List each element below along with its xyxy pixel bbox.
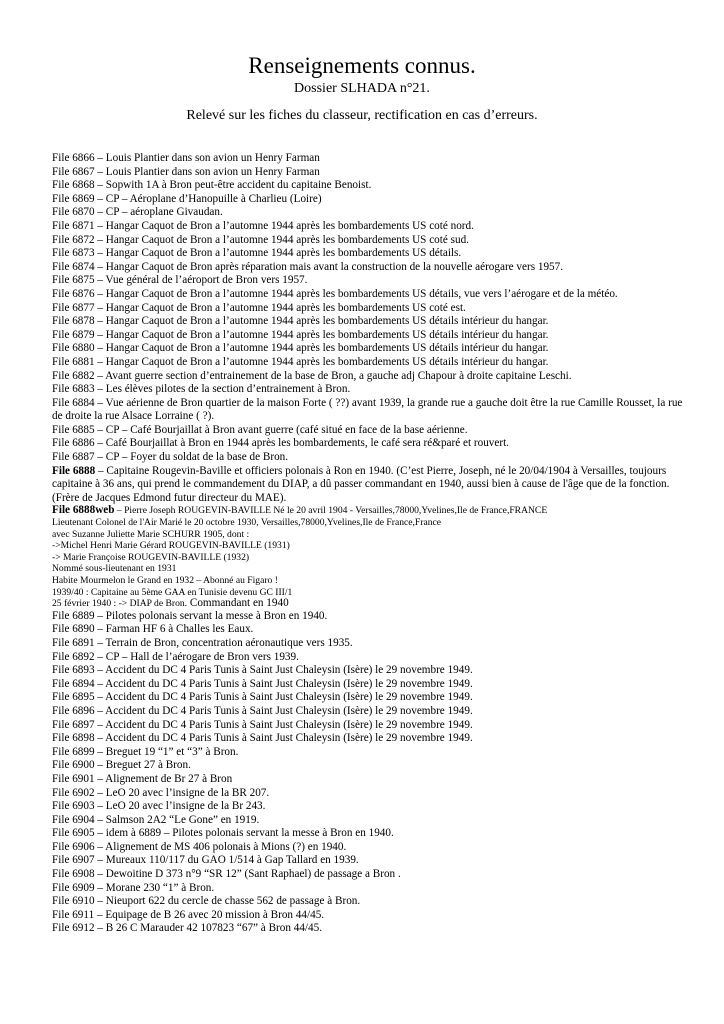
page-title: Renseignements connus. bbox=[248, 53, 476, 78]
file-entry: File 6897 – Accident du DC 4 Paris Tunis à Saint Just Chaleysin (Isère) le 29 novembre 1949. bbox=[52, 718, 473, 731]
file-entry: File 6884 – Vue aérienne de Bron quartier de la maison Forte ( ??) avant 1939, la grande rue a gauche doit être la rue Camille Rousset, la rue de droite la rue Alsace Lorraine ( ?). bbox=[52, 396, 683, 423]
entry-6888web-lines bbox=[52, 517, 692, 598]
entry-6888web-line: Habite Mourmelon le Grand en 1932 – Abonné au Figaro ! bbox=[52, 575, 278, 586]
file-entry: File 6910 – Nieuport 622 du cercle de chasse 562 de passage à Bron. bbox=[52, 895, 361, 908]
file-entry-6888 bbox=[52, 465, 692, 506]
entry-6888web-line: -> Marie Françoise ROUGEVIN-BAVILLE (1932) bbox=[52, 551, 250, 563]
file-entry: File 6869 – CP – Aéroplane d’Hanopuille à Charlieu (Loire) bbox=[52, 192, 322, 205]
file-entry: File 6872 – Hangar Caquot de Bron a l’automne 1944 après les bombardements US coté sud. bbox=[52, 233, 469, 246]
file-entry: File 6896 – Accident du DC 4 Paris Tunis à Saint Just Chaleysin (Isère) le 29 novembre 1949. bbox=[52, 704, 473, 717]
file-entry: File 6908 – Dewoitine D 373 n°9 “SR 12” (Sant Raphael) de passage a Bron . bbox=[52, 868, 401, 881]
entry-6888web-line: avec Suzanne Juliette Marie SCHURR 1905, dont : bbox=[52, 528, 250, 540]
entry-6888web-line: 1939/40 : Capitaine au 5ème GAA en Tunisie devenu GC III/1 bbox=[52, 586, 293, 598]
file-entry: File 6892 – CP – Hall de l’aérogare de Bron vers 1939. bbox=[52, 650, 299, 663]
file-entry: File 6874 – Hangar Caquot de Bron après réparation mais avant la construction de la nouvelle aérogare vers 1957. bbox=[52, 260, 564, 273]
file-entry: File 6891 – Terrain de Bron, concentration aéronautique vers 1935. bbox=[52, 636, 353, 649]
file-entry: File 6894 – Accident du DC 4 Paris Tunis à Saint Just Chaleysin (Isère) le 29 novembre 1949. bbox=[52, 677, 473, 690]
page-subtitle: Dossier SLHADA n°21. bbox=[294, 81, 430, 96]
entry-6888web-line: Lieutenant Colonel de l'Air Marié le 20 octobre 1930, Versailles,78000,Yvelines,Ile de France,France bbox=[52, 517, 442, 529]
file-entry: File 6903 – LeO 20 avec l’insigne de la Br 243. bbox=[52, 800, 266, 813]
file-entry: File 6898 – Accident du DC 4 Paris Tunis à Saint Just Chaleysin (Isère) le 29 novembre 1949. bbox=[52, 732, 473, 745]
entry-6888web-last-tail: Commandant en 1940 bbox=[187, 597, 289, 610]
file-entry: File 6905 – idem à 6889 – Pilotes polonais servant la messe à Bron en 1940. bbox=[52, 827, 394, 840]
file-entry: File 6901 – Alignement de Br 27 à Bron bbox=[52, 772, 233, 785]
file-entry: File 6909 – Morane 230 “1” à Bron. bbox=[52, 881, 215, 894]
entry-6888web-first-line bbox=[52, 505, 692, 517]
file-entry-6888web bbox=[52, 505, 692, 609]
entry-6888web-line: Nommé sous-lieutenant en 1931 bbox=[52, 563, 177, 575]
file-entry: File 6866 – Louis Plantier dans son avion un Henry Farman bbox=[52, 152, 320, 164]
entry-6888web-first-text: – Pierre Joseph ROUGEVIN-BAVILLE Né le 20 avril 1904 - Versailles,78000,Yvelines,Ile de France,FRANCE bbox=[114, 505, 548, 517]
file-entry: File 6868 – Sopwith 1A à Bron peut-être accident du capitaine Benoist. bbox=[52, 179, 372, 192]
file-entry: File 6906 – Alignement de MS 406 polonais à Mions (?) en 1940. bbox=[52, 840, 347, 853]
file-entry: File 6875 – Vue général de l’aéroport de Bron vers 1957. bbox=[52, 274, 308, 287]
file-entry: File 6881 – Hangar Caquot de Bron a l’automne 1944 après les bombardements US détails intérieur du hangar. bbox=[52, 355, 549, 368]
entries-after bbox=[52, 610, 692, 936]
file-entry: File 6900 – Breguet 27 à Bron. bbox=[52, 759, 191, 772]
file-entry: File 6876 – Hangar Caquot de Bron a l’automne 1944 après les bombardements US détails, vue vers l’aérogare et de la météo. bbox=[52, 287, 618, 300]
file-entry: File 6890 – Farman HF 6 à Challes les Eaux. bbox=[52, 623, 254, 636]
entry-6888web-lead: File 6888web bbox=[52, 504, 115, 517]
file-entry: File 6907 – Mureaux 110/117 du GAO 1/514 à Gap Tallard en 1939. bbox=[52, 854, 359, 867]
file-entry: File 6912 – B 26 C Marauder 42 107823 “67” à Bron 44/45. bbox=[52, 922, 323, 935]
file-entry: File 6879 – Hangar Caquot de Bron a l’automne 1944 après les bombardements US détails intérieur du hangar. bbox=[52, 328, 549, 341]
file-entry: File 6885 – CP – Café Bourjaillat à Bron avant guerre (café situé en face de la base aérienne. bbox=[52, 423, 468, 436]
file-entry: File 6904 – Salmson 2A2 “Le Gone” en 1919. bbox=[52, 813, 260, 826]
file-entry: File 6899 – Breguet 19 “1” et “3” à Bron. bbox=[52, 745, 239, 758]
file-entry: File 6882 – Avant guerre section d’entrainement de la base de Bron, a gauche adj Chapour à droite capitaine Leschi. bbox=[52, 369, 572, 382]
file-entry: File 6870 – CP – aéroplane Givaudan. bbox=[52, 206, 223, 219]
file-entry: File 6911 – Equipage de B 26 avec 20 mission à Bron 44/45. bbox=[52, 908, 325, 921]
file-entry: File 6902 – LeO 20 avec l’insigne de la BR 207. bbox=[52, 786, 270, 799]
file-entry: File 6871 – Hangar Caquot de Bron a l’automne 1944 après les bombardements US coté nord. bbox=[52, 219, 474, 232]
file-entry: File 6878 – Hangar Caquot de Bron a l’automne 1944 après les bombardements US détails intérieur du hangar. bbox=[52, 315, 549, 328]
file-entry: File 6867 – Louis Plantier dans son avion un Henry Farman bbox=[52, 165, 320, 178]
file-entries-list bbox=[52, 152, 692, 936]
file-entry: File 6895 – Accident du DC 4 Paris Tunis à Saint Just Chaleysin (Isère) le 29 novembre 1949. bbox=[52, 691, 473, 704]
file-entry: File 6886 – Café Bourjaillat à Bron en 1944 après les bombardements, le café sera ré&paré et rouvert. bbox=[52, 437, 509, 450]
file-entry: File 6877 – Hangar Caquot de Bron a l’automne 1944 après les bombardements US coté est. bbox=[52, 301, 466, 314]
entries-before bbox=[52, 152, 692, 465]
entry-6888-text: – Capitaine Rougevin-Baville et officiers polonais à Ron en 1940. (C’est Pierre, Joseph, né le 20/04/1904 à Versailles, toujours capitaine à 36 ans, qui prend le commandement du DIAP, a dû passer commandant en 1940, aussi bien à cause de l'âge que de la fonction. (Frère de Jacques Edmond futur directeur du MAE). bbox=[52, 464, 670, 504]
file-entry: File 6880 – Hangar Caquot de Bron a l’automne 1944 après les bombardements US détails intérieur du hangar. bbox=[52, 342, 549, 355]
file-entry: File 6893 – Accident du DC 4 Paris Tunis à Saint Just Chaleysin (Isère) le 29 novembre 1949. bbox=[52, 664, 473, 677]
file-entry: File 6889 – Pilotes polonais servant la messe à Bron en 1940. bbox=[52, 609, 328, 622]
file-entry: File 6873 – Hangar Caquot de Bron a l’automne 1944 après les bombardements US détails. bbox=[52, 247, 462, 260]
intro-text: Relevé sur les fiches du classeur, rectification en cas d’erreurs. bbox=[186, 108, 538, 123]
entry-6888web-last-line bbox=[52, 598, 692, 610]
entry-6888web-line: ->Michel Henri Marie Gérard ROUGEVIN-BAVILLE (1931) bbox=[52, 540, 290, 552]
file-entry: File 6883 – Les élèves pilotes de la section d’entrainement à Bron. bbox=[52, 383, 351, 396]
entry-6888-lead: File 6888 bbox=[52, 464, 96, 477]
file-entry: File 6887 – CP – Foyer du soldat de la base de Bron. bbox=[52, 451, 289, 464]
entry-6888web-last-small: 25 février 1940 : -> DIAP de Bron. bbox=[52, 598, 188, 610]
